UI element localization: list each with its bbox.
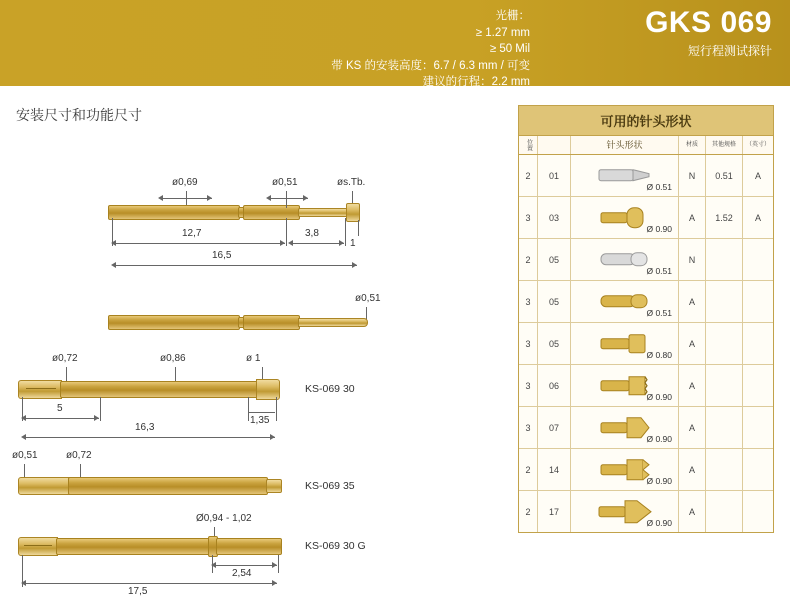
dim-5: 5	[57, 403, 63, 414]
row-other	[706, 449, 743, 490]
row-code: 07	[538, 407, 571, 448]
row-position: 2	[519, 155, 538, 196]
row-shape-cell	[571, 281, 679, 322]
row-inch	[743, 239, 773, 280]
row-code: 03	[538, 197, 571, 238]
row-material: A	[679, 197, 706, 238]
row-shape-cell	[571, 449, 679, 490]
col-header-shape: 针头形状	[571, 136, 679, 154]
dim-ostb: øs.Tb.	[337, 177, 366, 188]
row-code: 06	[538, 365, 571, 406]
row-position: 3	[519, 281, 538, 322]
row-dia: Ø 0.90	[646, 224, 672, 234]
row-code: 05	[538, 239, 571, 280]
dome-gold-icon	[597, 203, 653, 229]
dim-163: 16,3	[135, 422, 155, 433]
dim-254: 2,54	[232, 568, 252, 579]
row-dia: Ø 0.51	[646, 308, 672, 318]
drawing-area	[0, 125, 510, 595]
row-other	[706, 239, 743, 280]
row-inch	[743, 491, 773, 532]
pin4-knurl	[18, 477, 70, 495]
dim-o051-3: ø0,51	[12, 450, 38, 461]
table-row[interactable]	[519, 491, 773, 532]
tip-table-header-row	[519, 136, 773, 155]
spec-line-2: ≥ 1.27 mm	[475, 26, 530, 39]
col-header-inch: （英寸）	[745, 141, 770, 148]
col-header-code	[538, 136, 571, 154]
dim-o072-1: ø0,72	[52, 353, 78, 364]
page-subtitle: 短行程测试探针	[687, 44, 772, 58]
sharp-cone-gold-icon	[597, 497, 653, 523]
dim-175: 17,5	[128, 586, 148, 597]
row-inch	[743, 449, 773, 490]
spec-line-4: 带 KS 的安装高度：6.7 / 6.3 mm / 可变	[331, 59, 530, 72]
row-inch	[743, 323, 773, 364]
pin5-label: KS-069 30 G	[305, 540, 366, 552]
flat-gold-icon	[597, 329, 653, 355]
row-dia: Ø 0.90	[646, 434, 672, 444]
pin2-plunger	[298, 318, 368, 327]
row-position: 2	[519, 449, 538, 490]
row-shape-cell	[571, 365, 679, 406]
row-dia: Ø 0.90	[646, 476, 672, 486]
col-header-position: 位置	[519, 136, 538, 154]
row-material: A	[679, 449, 706, 490]
dim-165: 16,5	[212, 250, 232, 261]
pin4-tip	[266, 479, 282, 493]
header-title-block	[645, 6, 772, 60]
spec-line-1: 光栅：	[495, 10, 530, 22]
row-position: 3	[519, 197, 538, 238]
row-material: A	[679, 281, 706, 322]
row-shape-cell	[571, 155, 679, 196]
row-material: N	[679, 155, 706, 196]
section-title: 安装尺寸和功能尺寸	[16, 107, 142, 123]
row-position: 2	[519, 239, 538, 280]
chisel-gold-icon	[597, 413, 653, 439]
row-other	[706, 491, 743, 532]
table-row[interactable]	[519, 449, 773, 491]
row-inch: A	[754, 170, 761, 181]
row-other	[706, 323, 743, 364]
row-shape-cell	[571, 239, 679, 280]
row-inch	[743, 365, 773, 406]
pin1-barrel	[108, 205, 240, 220]
dim-o094: Ø0,94 - 1,02	[196, 513, 252, 524]
table-row[interactable]	[519, 197, 773, 239]
dim-o069: ø0,69	[172, 177, 198, 188]
row-dia: Ø 0.90	[646, 518, 672, 528]
row-shape-cell	[571, 197, 679, 238]
row-material: A	[679, 407, 706, 448]
pin4-label: KS-069 35	[305, 480, 355, 492]
pin5-barrel	[56, 538, 210, 555]
row-code: 01	[538, 155, 571, 196]
pin5-barrel2	[216, 538, 282, 555]
row-other: 0.51	[706, 155, 743, 196]
tip-table-title: 可用的针头形状	[519, 106, 773, 136]
row-shape-cell	[571, 407, 679, 448]
col-header-other: 其他规格	[706, 136, 743, 154]
table-row[interactable]	[519, 323, 773, 365]
row-dia: Ø 0.90	[646, 392, 672, 402]
pin4-barrel	[68, 477, 268, 495]
row-inch	[743, 407, 773, 448]
dim-o1: ø 1	[246, 353, 261, 364]
row-material: N	[679, 239, 706, 280]
page-title: GKS 069	[645, 6, 772, 39]
row-dia: Ø 0.51	[646, 266, 672, 276]
table-row[interactable]	[519, 281, 773, 323]
dim-o086: ø0,86	[160, 353, 186, 364]
pin2-barrel	[108, 315, 240, 330]
table-row[interactable]	[519, 365, 773, 407]
col-header-material: 材质	[679, 136, 706, 154]
pin3-barrel	[60, 381, 258, 398]
row-other	[706, 365, 743, 406]
round-gold-icon	[597, 287, 653, 313]
row-code: 14	[538, 449, 571, 490]
header-specs	[331, 8, 530, 91]
row-code: 17	[538, 491, 571, 532]
row-material: A	[679, 365, 706, 406]
dim-127: 12,7	[182, 228, 202, 239]
pin3-socket	[18, 380, 62, 399]
row-position: 3	[519, 323, 538, 364]
row-code: 05	[538, 281, 571, 322]
row-material: A	[679, 491, 706, 532]
table-row[interactable]	[519, 407, 773, 449]
pin1-plunger	[298, 208, 348, 217]
row-position: 2	[519, 491, 538, 532]
pin3-label: KS-069 30	[305, 383, 355, 395]
pin1-barrel2	[243, 205, 300, 220]
row-inch	[743, 281, 773, 322]
table-row[interactable]	[519, 155, 773, 197]
row-shape-cell	[571, 491, 679, 532]
serrated-gold-icon	[597, 455, 653, 481]
row-shape-cell	[571, 323, 679, 364]
tip-shape-table	[518, 105, 774, 533]
dim-1: 1	[350, 238, 356, 249]
row-other	[706, 281, 743, 322]
dim-o051-1: ø0,51	[272, 177, 298, 188]
dim-o051-2: ø0,51	[355, 293, 381, 304]
dim-38: 3,8	[305, 228, 319, 239]
row-position: 3	[519, 407, 538, 448]
round-silver-icon	[597, 245, 653, 271]
dim-135: 1,35	[250, 415, 270, 426]
spec-line-5: 建议的行程：2.2 mm	[422, 76, 530, 88]
pin2-barrel2	[243, 315, 300, 330]
cone-blunt-silver-icon	[597, 161, 653, 187]
table-row[interactable]	[519, 239, 773, 281]
row-other	[706, 407, 743, 448]
row-position: 3	[519, 365, 538, 406]
pin5-socket	[18, 537, 58, 556]
row-code: 05	[538, 323, 571, 364]
row-other: 1.52	[706, 197, 743, 238]
row-dia: Ø 0.80	[646, 350, 672, 360]
spec-line-3: ≥ 50 Mil	[489, 43, 530, 55]
row-dia: Ø 0.51	[646, 182, 672, 192]
dim-o072-2: ø0,72	[66, 450, 92, 461]
crown-gold-icon	[597, 371, 653, 397]
page-header	[0, 0, 790, 86]
row-inch: A	[754, 212, 761, 223]
row-material: A	[679, 323, 706, 364]
